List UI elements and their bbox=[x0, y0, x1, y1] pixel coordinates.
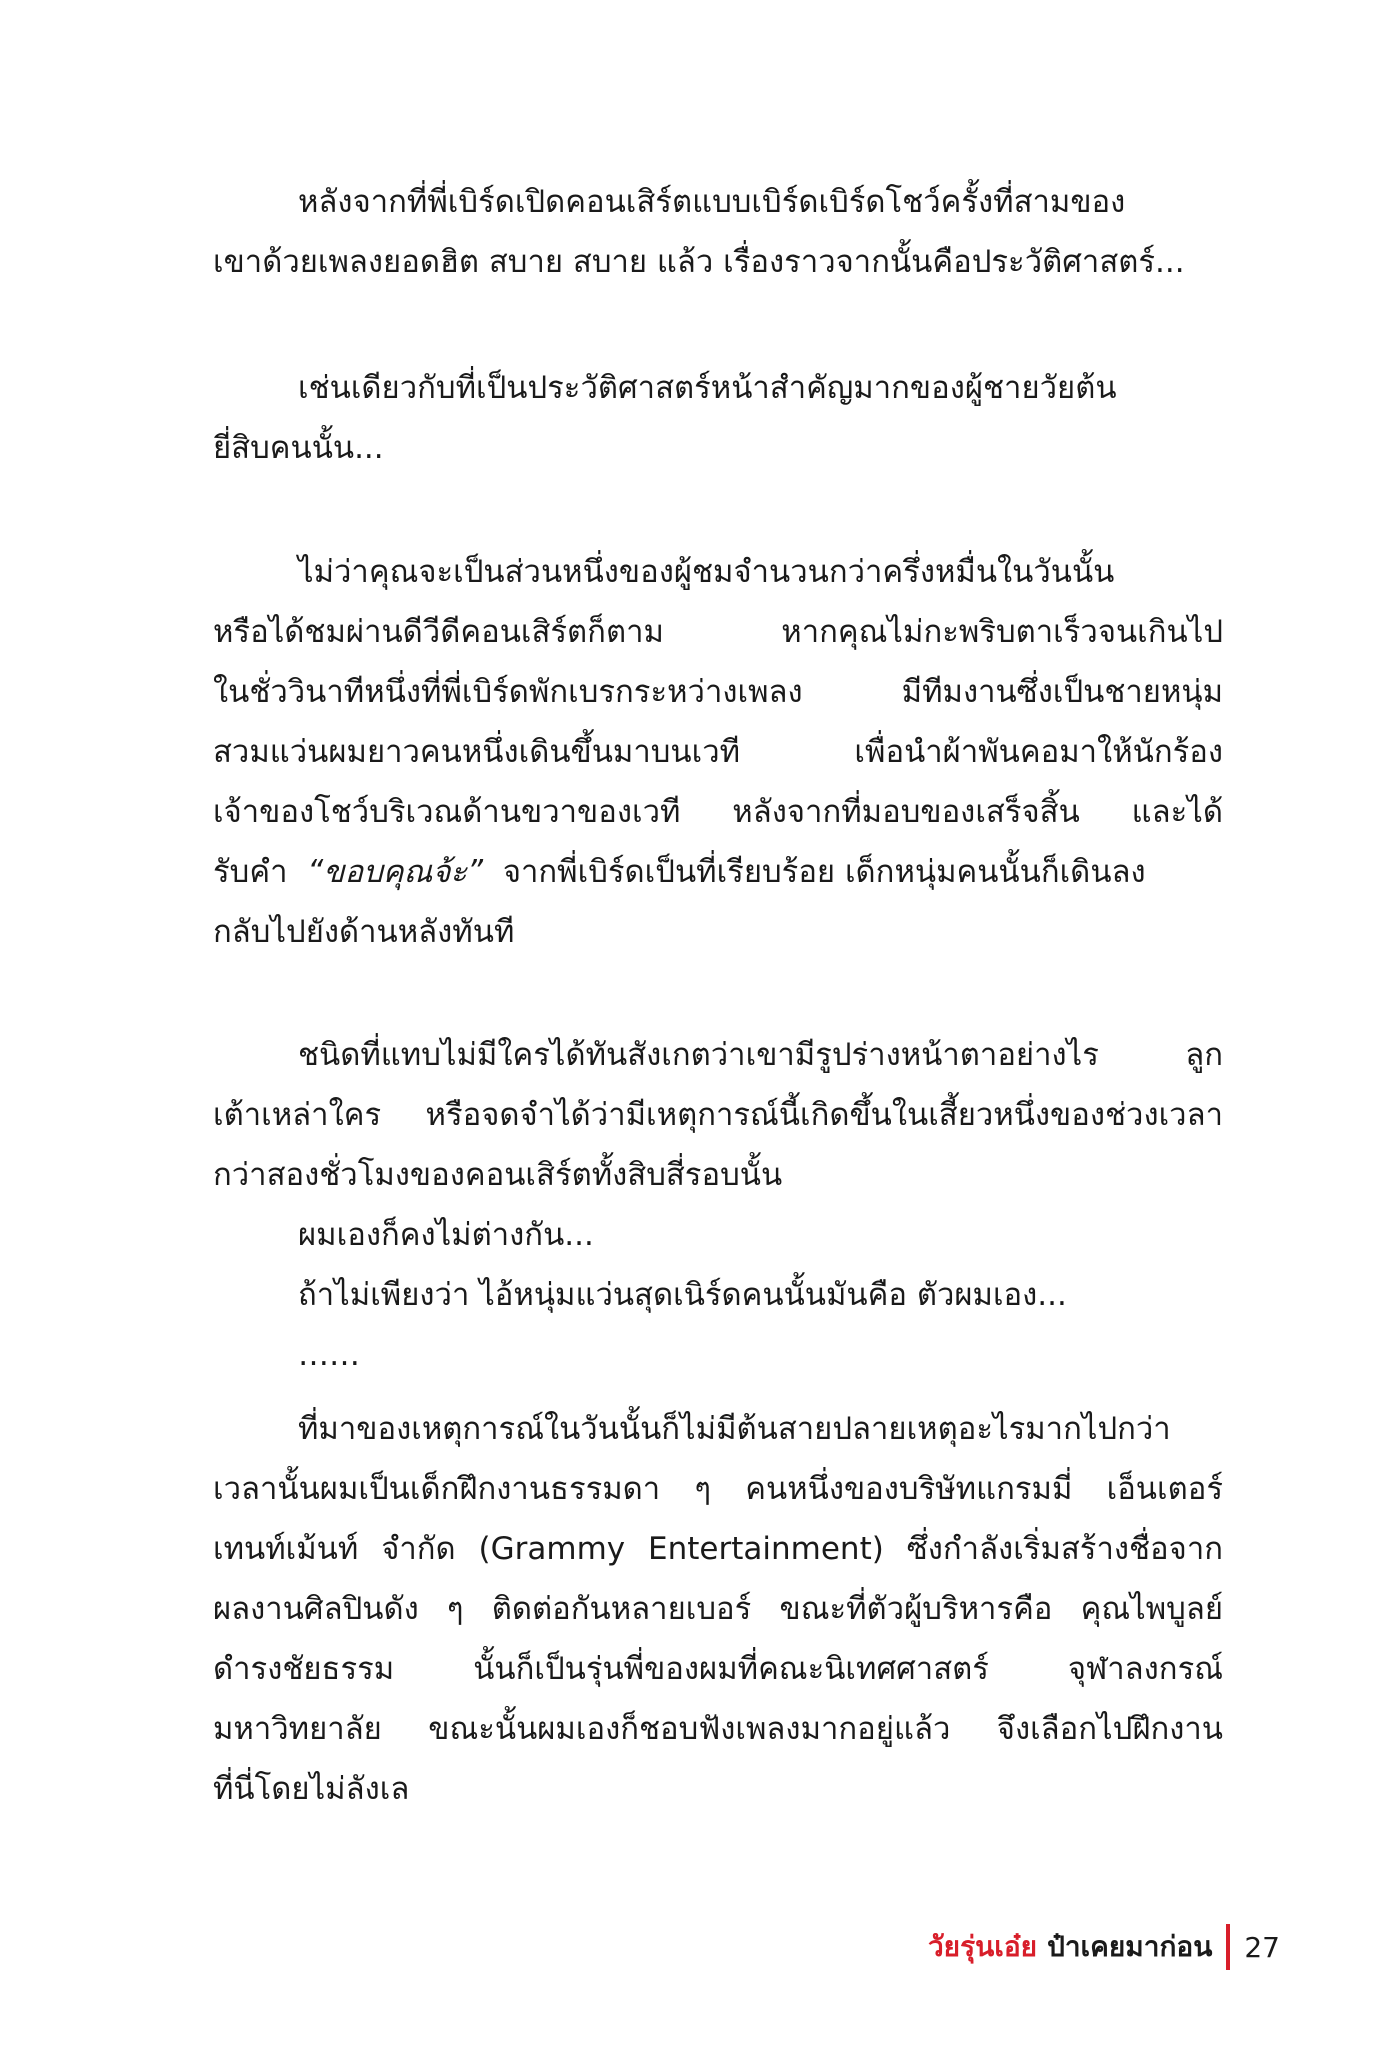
text-line: ชนิดที่แทบไม่มีใครได้ทันสังเกตว่าเขามีรูปร่างหน้าตาอย่างไร ลูก bbox=[298, 1037, 1223, 1073]
text-line: ดำรงชัยธรรม นั้นก็เป็นรุ่นพี่ของผมที่คณะนิเทศศาสตร์ จุฬาลงกรณ์ bbox=[213, 1651, 1223, 1687]
text-line: ที่นี่โดยไม่ลังเล bbox=[213, 1771, 410, 1807]
text-line: ไม่ว่าคุณจะเป็นส่วนหนึ่งของผู้ชมจำนวนกว่าครึ่งหมื่นในวันนั้น bbox=[298, 554, 1115, 590]
text-line: กลับไปยังด้านหลังทันที bbox=[213, 914, 515, 950]
series-title-highlight: วัยรุ่นเอ๋ย bbox=[927, 1930, 1038, 1963]
paragraph-1 bbox=[213, 172, 1223, 292]
text-line: ถ้าไม่เพียงว่า ไอ้หนุ่มแว่นสุดเนิร์ดคนนั้นมันคือ ตัวผมเอง... bbox=[298, 1277, 1067, 1313]
page-number: 27 bbox=[1244, 1930, 1280, 1964]
text-line: ผมเองก็คงไม่ต่างกัน... bbox=[298, 1217, 594, 1253]
text-line: เขาด้วยเพลงยอดฮิต สบาย สบาย แล้ว เรื่องราวจากนั้นคือประวัติศาสตร์... bbox=[213, 244, 1185, 280]
text-line: ที่มาของเหตุการณ์ในวันนั้นก็ไม่มีต้นสายปลายเหตุอะไรมากไปกว่า bbox=[298, 1411, 1171, 1447]
text-line: เช่นเดียวกับที่เป็นประวัติศาสตร์หน้าสำคัญมากของผู้ชายวัยต้น bbox=[298, 370, 1117, 406]
text-line: เวลานั้นผมเป็นเด็กฝึกงานธรรมดา ๆ คนหนึ่งของบริษัทแกรมมี่ เอ็นเตอร์ bbox=[213, 1471, 1223, 1507]
text-line: ในชั่ววินาทีหนึ่งที่พี่เบิร์ดพักเบรกระหว่างเพลง มีทีมงานซึ่งเป็นชายหนุ่ม bbox=[213, 674, 1223, 710]
text-line: เทนท์เม้นท์ จำกัด (Grammy Entertainment) ซึ่งกำลังเริ่มสร้างชื่อจาก bbox=[213, 1531, 1223, 1567]
text-line: หลังจากที่พี่เบิร์ดเปิดคอนเสิร์ตแบบเบิร์ดเบิร์ดโชว์ครั้งที่สามของ bbox=[298, 184, 1126, 220]
page-footer bbox=[928, 1922, 1280, 1972]
paragraph-3 bbox=[213, 542, 1223, 962]
text-line: หรือได้ชมผ่านดีวีดีคอนเสิร์ตก็ตาม หากคุณไม่กะพริบตาเร็วจนเกินไป bbox=[213, 614, 1223, 650]
paragraph-5 bbox=[213, 1399, 1223, 1819]
ellipsis-line: …… bbox=[298, 1337, 360, 1373]
paragraph-4 bbox=[213, 1025, 1223, 1385]
footer-divider bbox=[1226, 1924, 1230, 1970]
paragraph-2 bbox=[213, 358, 1223, 478]
series-title: ป๋าเคยมาก่อน bbox=[1047, 1930, 1213, 1963]
text-segment: จากพี่เบิร์ดเป็นที่เรียบร้อย เด็กหนุ่มคนนั้นก็เดินลง bbox=[502, 854, 1146, 890]
text-line: ผลงานศิลปินดัง ๆ ติดต่อกันหลายเบอร์ ขณะที่ตัวผู้บริหารคือ คุณไพบูลย์ bbox=[213, 1591, 1223, 1627]
text-line: สวมแว่นผมยาวคนหนึ่งเดินขึ้นมาบนเวที เพื่อนำผ้าพันคอมาให้นักร้อง bbox=[213, 734, 1223, 770]
quoted-phrase: “ขอบคุณจ้ะ” bbox=[307, 854, 484, 890]
text-line: กว่าสองชั่วโมงของคอนเสิร์ตทั้งสิบสี่รอบนั้น bbox=[213, 1157, 783, 1193]
text-line: เต้าเหล่าใคร หรือจดจำได้ว่ามีเหตุการณ์นี้เกิดขึ้นในเสี้ยวหนึ่งของช่วงเวลา bbox=[213, 1097, 1223, 1133]
text-line: เจ้าของโชว์บริเวณด้านขวาของเวที หลังจากที่มอบของเสร็จสิ้น และได้ bbox=[213, 794, 1223, 830]
text-line-with-quote bbox=[213, 842, 1223, 902]
text-line: ยี่สิบคนนั้น... bbox=[213, 430, 384, 466]
text-line: มหาวิทยาลัย ขณะนั้นผมเองก็ชอบฟังเพลงมากอยู่แล้ว จึงเลือกไปฝึกงาน bbox=[213, 1711, 1223, 1747]
text-segment: รับคำ bbox=[213, 854, 288, 890]
